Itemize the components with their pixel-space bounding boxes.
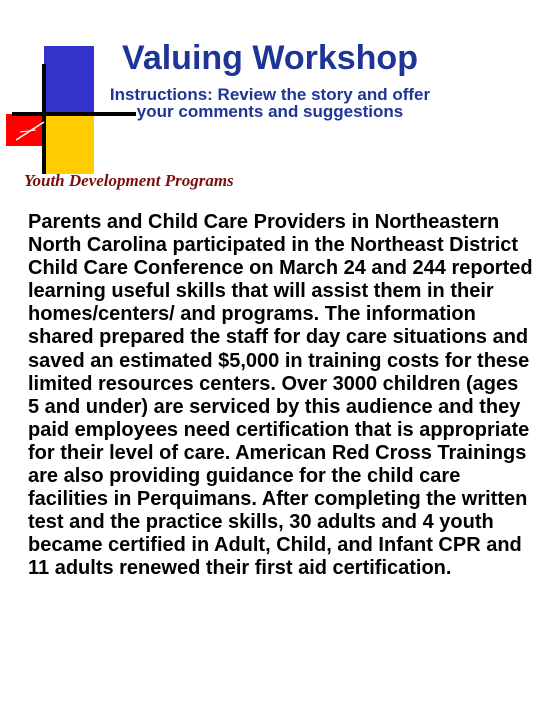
page-title: Valuing Workshop <box>122 39 418 77</box>
instructions-text: Instructions: Review the story and offer your comments and suggestions <box>109 85 431 121</box>
decor-yellow-square <box>44 114 94 174</box>
decor-spark-icon <box>14 118 48 142</box>
story-body: Parents and Child Care Providers in Northeastern North Carolina participated in the Northeast District Child Care Conference on March 24 and 244 reported learning useful skills that will assist them in their homes/centers/ and programs. The information shared prepared the staff for day care situations and saved an estimated $5,000 in training costs for these limited resources centers. Over 3000 children (ages 5 and under) are serviced by this audience and they paid employees need certification that is appropriate for their level of care. American Red Cross Trainings are also providing guidance for the child care facilities in Perquimans. After completing the written test and the practice skills, 30 adults and 4 youth became certified in Adult, Child, and Infant CPR and 11 adults renewed their first aid certification. <box>28 211 533 580</box>
section-subheading: Youth Development Programs <box>24 171 234 190</box>
